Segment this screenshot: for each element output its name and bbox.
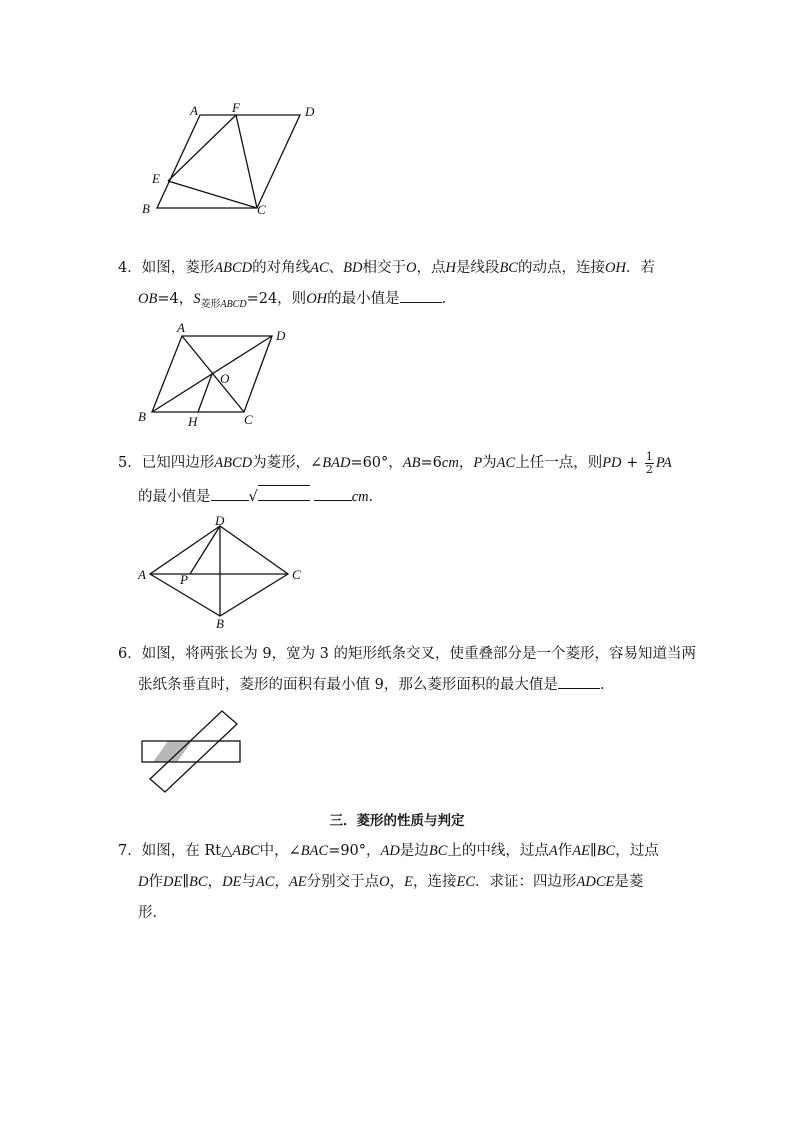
label-a: A	[190, 103, 198, 118]
fraction-one-half: $\frac{1}{2}$	[645, 449, 653, 476]
label-d: D	[305, 104, 315, 119]
answer-blank-q4[interactable]	[400, 288, 442, 303]
answer-blank-q5-coef[interactable]	[211, 486, 249, 501]
question-7: 7．如图，在 Rt△ABC中，∠BAC=90°，AD是边BC上的中线，过点A作AE∥BC，过点 D作DE∥BC，DE与AC，AE分别交于点O，E，连接EC．求证：四边形ADCE是菱 形．	[118, 843, 659, 921]
sqrt-sign: √	[248, 489, 258, 505]
section-title: 三．菱形的性质与判定	[329, 813, 465, 829]
label-p: P	[180, 572, 188, 587]
question-5: 5．已知四边形ABCD为菱形，∠BAD=60°，AB=6cm，P为AC上任一点，则PD + $\frac{1}{2}$ PA 的最小值是 √ cm．	[118, 449, 672, 505]
label-a: A	[138, 567, 146, 582]
question-4: 4．如图，菱形ABCD的对角线AC、BD相交于O，点H是线段BC的动点，连接OH．若 OB=4，$S_{菱形ABCD}=24$，则OH的最小值是 ．	[118, 260, 655, 310]
label-o: O	[220, 371, 230, 386]
label-d: D	[276, 328, 286, 343]
answer-blank-q6[interactable]	[558, 674, 600, 689]
answer-blank-q5-tail[interactable]	[314, 486, 352, 501]
figure-rhombus-oh	[130, 318, 300, 430]
label-h: H	[188, 414, 198, 429]
label-a: A	[177, 320, 185, 335]
question-6: 6．如图，将两张长为 9，宽为 3 的矩形纸条交叉，使重叠部分是一个菱形，容易知道当两 张纸条垂直时，菱形的面积有最小值 9，那么菱形面积的最大值是 ．	[118, 646, 697, 693]
label-c: C	[292, 567, 301, 582]
label-b: B	[138, 409, 146, 424]
label-e: E	[152, 171, 160, 186]
figure-crossed-strips	[132, 700, 252, 800]
figure-parallelogram-efc	[130, 96, 330, 222]
figure-rhombus-p	[132, 512, 312, 632]
label-d: D	[215, 513, 225, 528]
answer-blank-q5-radicand[interactable]	[258, 485, 310, 501]
label-c: C	[244, 412, 253, 427]
label-b: B	[216, 616, 224, 631]
label-c: C	[257, 202, 266, 217]
label-f: F	[232, 100, 240, 115]
label-b: B	[142, 201, 150, 216]
